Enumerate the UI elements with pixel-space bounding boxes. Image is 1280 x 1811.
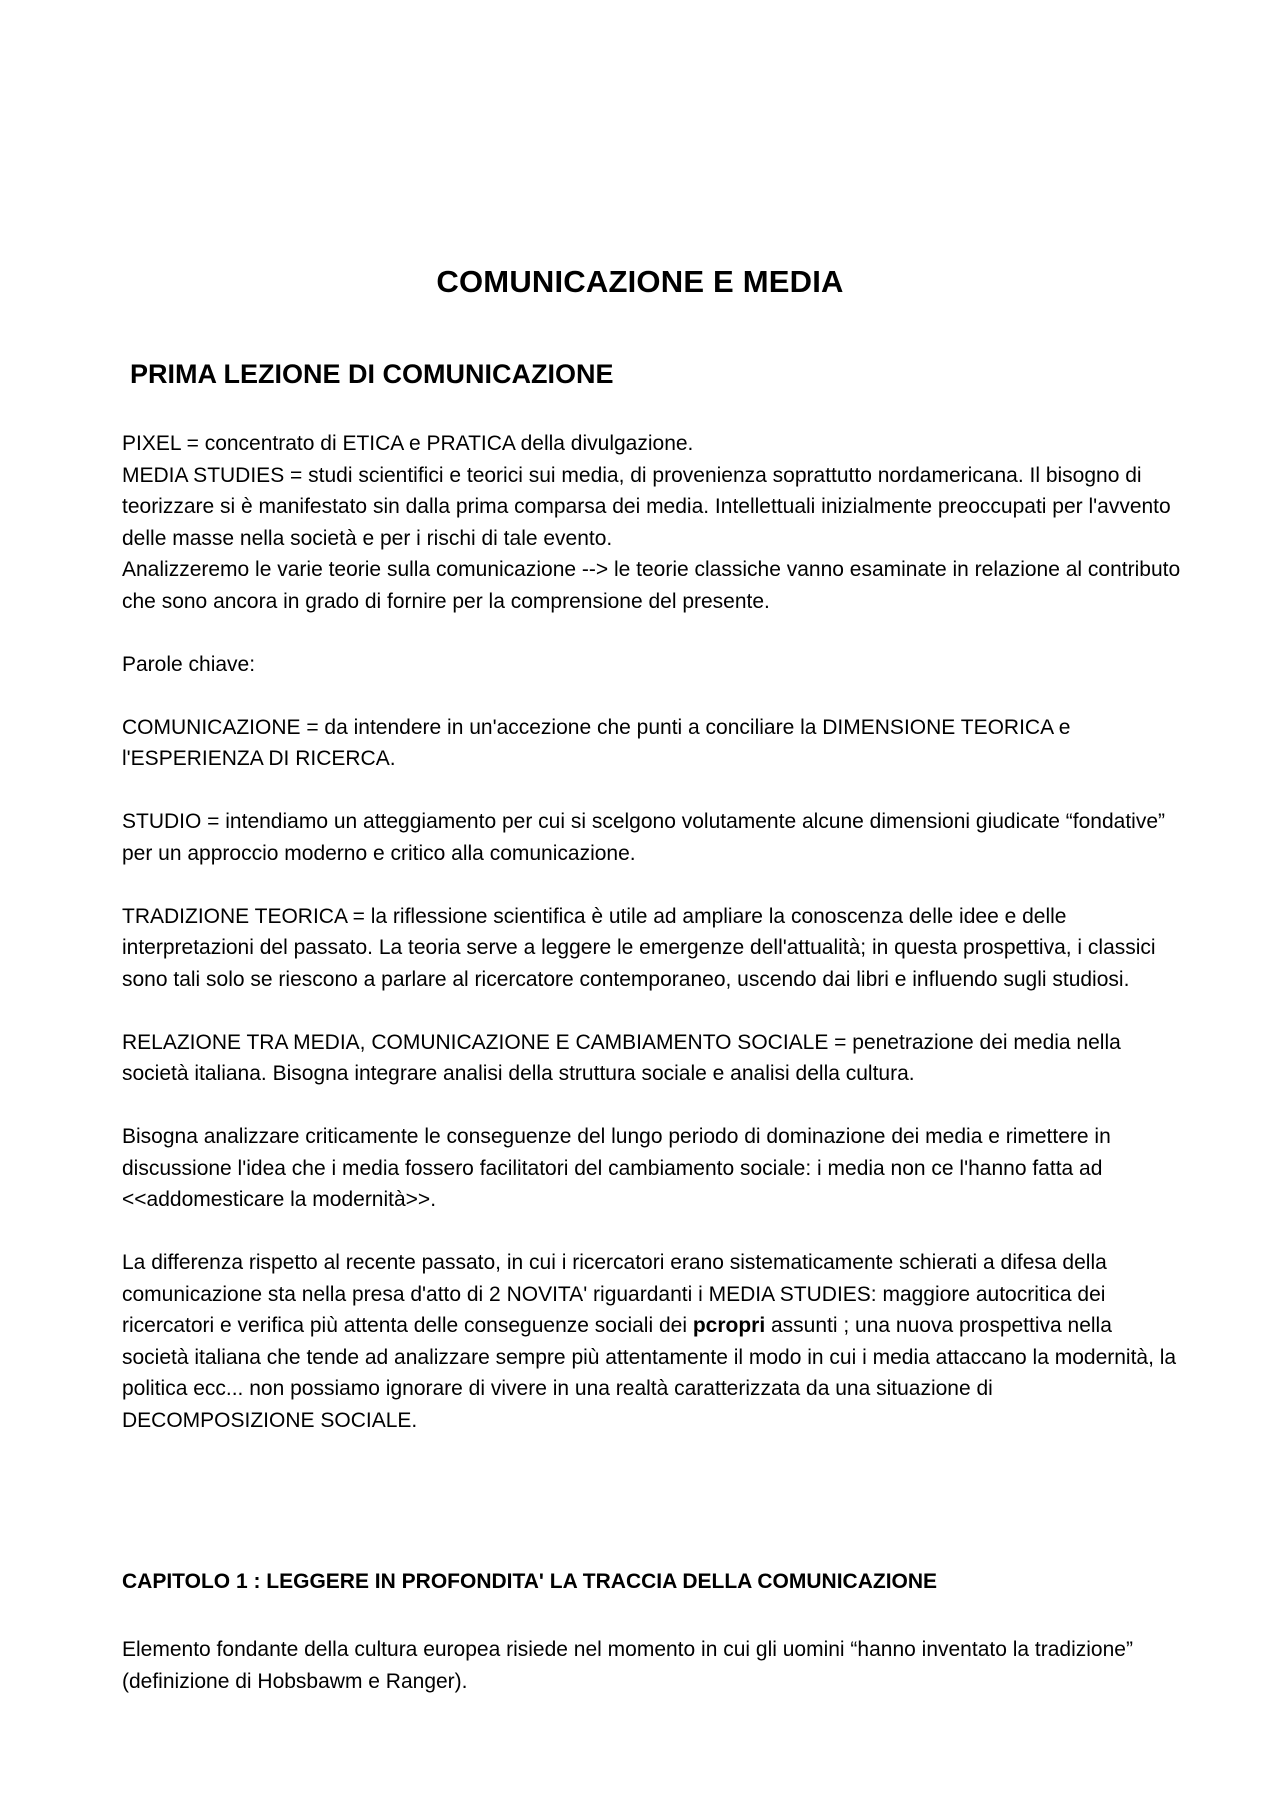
difference-text-end: assunti ; una nuova prospettiva nella società italiana che tende ad analizzare sempre più attentamente il modo in cui i media attaccano la modernità, la politica ecc... non possiamo ignorare di vivere in una realtà caratterizzata da una situazione di DECOMPOSIZIONE SOCIALE.: [122, 1314, 1177, 1432]
analysis-paragraph: Analizzeremo le varie teorie sulla comunicazione --> le teorie classiche vanno esaminate in relazione al contributo che sono ancora in grado di fornire per la comprensione del presente.: [122, 558, 1181, 613]
chapter-title: CAPITOLO 1 : LEGGERE IN PROFONDITA' LA TRACCIA DELLA COMUNICAZIONE: [122, 1570, 938, 1593]
keyword-comunicazione: COMUNICAZIONE = da intendere in un'accezione che punti a conciliare la DIMENSIONE TEORICA e l'ESPERIENZA DI RICERCA.: [122, 715, 1071, 770]
keywords-label: Parole chiave:: [122, 652, 256, 676]
difference-bold-word: pcropri: [692, 1314, 766, 1337]
document-title: COMUNICAZIONE E MEDIA: [436, 264, 844, 299]
keyword-studio: STUDIO = intendiamo un atteggiamento per cui si scelgono volutamente alcune dimensioni giudicate “fondative” per un approccio moderno e critico alla comunicazione.: [122, 810, 1166, 865]
critique-paragraph: Bisogna analizzare criticamente le conseguenze del lungo periodo di dominazione dei media e rimettere in discussione l'idea che i media fossero facilitatori del cambiamento sociale: i media non ce l'hanno fatta ad <<addomesticare la modernità>>.: [122, 1125, 1111, 1211]
lesson-body: [122, 428, 1182, 1436]
pixel-definition: PIXEL = concentrato di ETICA e PRATICA della divulgazione.: [122, 432, 694, 455]
media-studies-definition: MEDIA STUDIES = studi scientifici e teorici sui media, di provenienza soprattutto nordamericana. Il bisogno di teorizzare si è manifestato sin dalla prima comparsa dei media. Intellettuali inizialmente preoccupati per l'avvento delle masse nella società e per i rischi di tale evento.: [122, 463, 1171, 550]
chapter-paragraph: Elemento fondante della cultura europea risiede nel momento in cui gli uomini “hanno inventato la tradizione” (definizione di Hobsbawm e Ranger).: [122, 1638, 1133, 1693]
lesson-title: PRIMA LEZIONE DI COMUNICAZIONE: [130, 359, 614, 389]
keyword-tradizione-teorica: TRADIZIONE TEORICA = la riflessione scientifica è utile ad ampliare la conoscenza delle idee e delle interpretazioni del passato. La teoria serve a leggere le emergenze dell'attualità; in questa prospettiva, i classici sono tali solo se riescono a parlare al ricercatore contemporaneo, uscendo dai libri e influendo sugli studiosi.: [122, 904, 1156, 991]
keyword-relazione: RELAZIONE TRA MEDIA, COMUNICAZIONE E CAMBIAMENTO SOCIALE = penetrazione dei media nella società italiana. Bisogna integrare analisi della struttura sociale e analisi della cultura.: [122, 1030, 1121, 1085]
difference-paragraph: [122, 1247, 1182, 1436]
difference-text-start: La differenza rispetto al recente passato, in cui i ricercatori erano sistematicamente schierati a difesa della comunicazione sta nella presa d'atto di 2 NOVITA' riguardanti i MEDIA STUDIES: maggiore autocritica dei ricercatori e verifica più attenta delle conseguenze sociali dei: [122, 1251, 1107, 1337]
